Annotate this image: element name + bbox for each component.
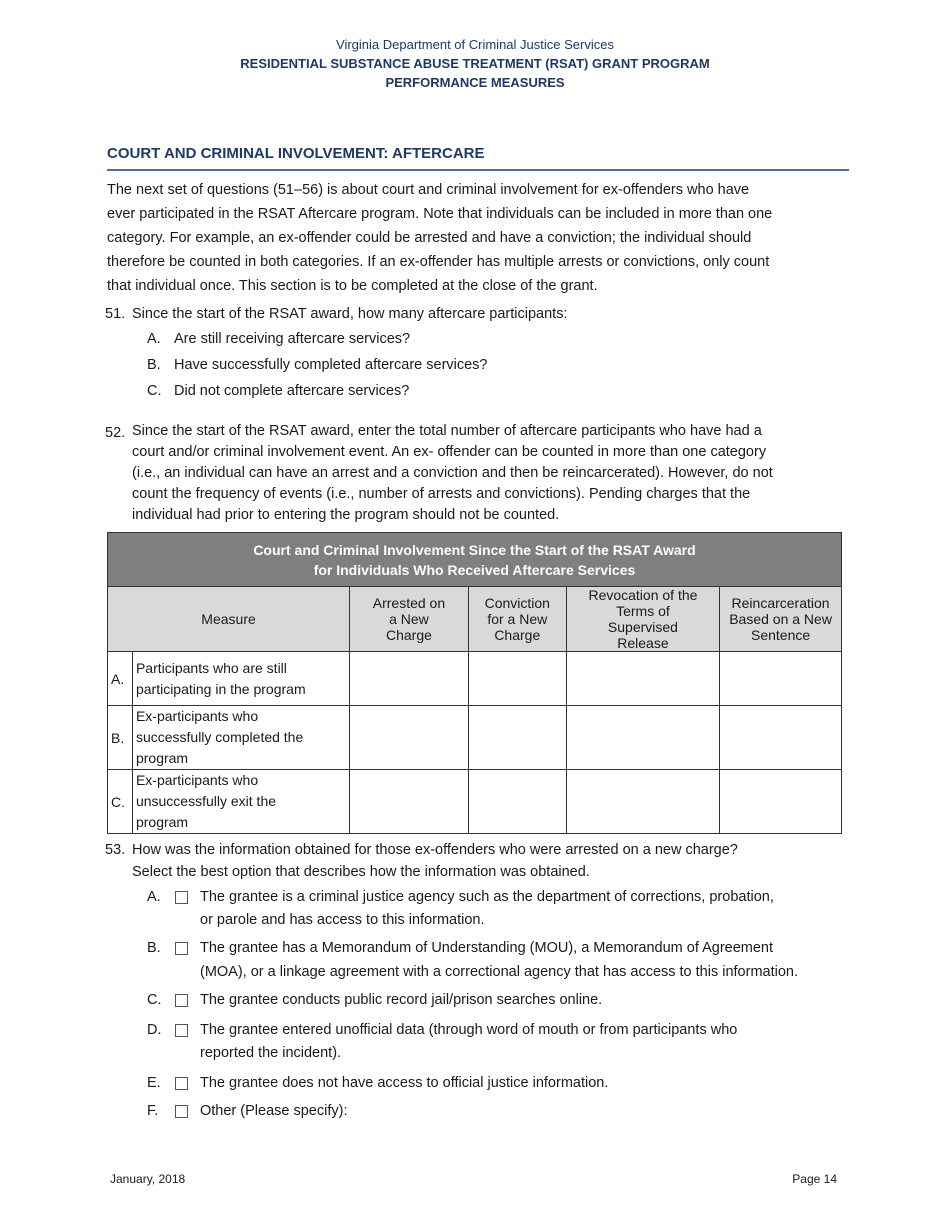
cell-arrested-input[interactable] — [350, 652, 469, 706]
cell-revocation-input[interactable] — [566, 770, 719, 834]
option-e[interactable] — [147, 1071, 609, 1095]
option-letter: D. — [147, 1022, 162, 1038]
option-text: The grantee does not have access to official justice information. — [200, 1075, 609, 1091]
cell-revocation-input[interactable] — [566, 652, 719, 706]
checkbox-icon[interactable] — [175, 1077, 188, 1090]
table-row — [108, 652, 842, 706]
checkbox-icon[interactable] — [175, 891, 188, 904]
q52-line: court and/or criminal involvement event. An ex- offender can be counted in more than one category — [132, 444, 767, 460]
col-header-conviction: Conviction for a New Charge — [468, 587, 566, 652]
intro-line: ever participated in the RSAT Aftercare program. Note that individuals can be included in more than one — [107, 206, 773, 222]
table-row — [108, 770, 842, 834]
q51-text: Since the start of the RSAT award, how many aftercare participants: — [132, 306, 568, 322]
intro-line: The next set of questions (51–56) is about court and criminal involvement for ex-offenders who have — [107, 182, 750, 198]
col-header-arrested: Arrested on a New Charge — [350, 587, 469, 652]
option-text-line2: reported the incident). — [200, 1045, 342, 1061]
option-letter: A. — [147, 889, 161, 905]
q52-number: 52. — [105, 425, 126, 441]
row-measure: Participants who are still participating in the program — [132, 652, 349, 706]
cell-arrested-input[interactable] — [350, 706, 469, 770]
intro-line: category. For example, an ex-offender could be arrested and have a conviction; the individual should — [107, 230, 752, 246]
option-text: The grantee entered unofficial data (through word of mouth or from participants who — [200, 1022, 738, 1038]
cell-reincarceration-input[interactable] — [720, 652, 842, 706]
option-f[interactable] — [147, 1099, 348, 1123]
option-d[interactable] — [147, 1018, 738, 1042]
q51-item-text: Are still receiving aftercare services? — [174, 331, 411, 347]
option-letter: E. — [147, 1075, 161, 1091]
option-letter: C. — [147, 992, 162, 1008]
intro-line: therefore be counted in both categories. If an ex-offender has multiple arrests or convictions, only count — [107, 254, 770, 270]
row-letter: C. — [108, 770, 133, 834]
table-title — [108, 533, 842, 587]
option-b[interactable] — [147, 936, 774, 960]
table-row — [108, 706, 842, 770]
table-title-line: for Individuals Who Received Aftercare Services — [313, 561, 636, 578]
footer-page-number: Page 14 — [792, 1172, 837, 1186]
table-header-row — [108, 587, 842, 652]
option-text-line2: or parole and has access to this information. — [200, 912, 485, 928]
option-text: The grantee has a Memorandum of Understanding (MOU), a Memorandum of Agreement — [200, 940, 774, 956]
intro-line: that individual once. This section is to be completed at the close of the grant. — [107, 278, 598, 294]
q52-line: individual had prior to entering the program should not be counted. — [132, 507, 560, 523]
involvement-table — [107, 532, 842, 834]
cell-reincarceration-input[interactable] — [720, 770, 842, 834]
q51-item-letter: B. — [147, 357, 161, 373]
col-header-measure: Measure — [108, 587, 350, 652]
intro-paragraph — [107, 178, 772, 298]
q51-item-text: Have successfully completed aftercare services? — [174, 357, 488, 373]
q51-number: 51. — [105, 306, 126, 322]
row-measure: Ex-participants who successfully completed the program — [132, 706, 349, 770]
header-program: RESIDENTIAL SUBSTANCE ABUSE TREATMENT (RSAT) GRANT PROGRAM — [240, 56, 710, 71]
option-text: The grantee conducts public record jail/prison searches online. — [200, 992, 603, 1008]
table-title-line: Court and Criminal Involvement Since the Start of the RSAT Award — [253, 541, 696, 558]
cell-revocation-input[interactable] — [566, 706, 719, 770]
row-letter: A. — [108, 652, 133, 706]
checkbox-icon[interactable] — [175, 994, 188, 1007]
q51-item-text: Did not complete aftercare services? — [174, 383, 410, 399]
option-c[interactable] — [147, 988, 603, 1012]
section-title: COURT AND CRIMINAL INVOLVEMENT: AFTERCARE — [107, 145, 485, 162]
option-text: Other (Please specify): — [200, 1103, 348, 1119]
option-text-line2: (MOA), or a linkage agreement with a correctional agency that has access to this information. — [200, 964, 799, 980]
q52-line: (i.e., an individual can have an arrest and a conviction and then be reincarcerated). However, do not — [132, 465, 773, 481]
q52-text — [132, 421, 773, 526]
option-letter: F. — [147, 1103, 159, 1119]
header-org: Virginia Department of Criminal Justice Services — [336, 37, 614, 52]
header-subtitle: PERFORMANCE MEASURES — [385, 75, 565, 90]
checkbox-icon[interactable] — [175, 1105, 188, 1118]
q51-item-letter: A. — [147, 331, 161, 347]
footer-date: January, 2018 — [110, 1172, 186, 1186]
cell-conviction-input[interactable] — [468, 652, 566, 706]
q51-item-letter: C. — [147, 383, 162, 399]
option-a[interactable] — [147, 885, 774, 909]
checkbox-icon[interactable] — [175, 1024, 188, 1037]
cell-arrested-input[interactable] — [350, 770, 469, 834]
row-measure: Ex-participants who unsuccessfully exit the program — [132, 770, 349, 834]
cell-reincarceration-input[interactable] — [720, 706, 842, 770]
cell-conviction-input[interactable] — [468, 770, 566, 834]
cell-conviction-input[interactable] — [468, 706, 566, 770]
checkbox-icon[interactable] — [175, 942, 188, 955]
section-divider — [107, 169, 849, 171]
option-text: The grantee is a criminal justice agency such as the department of corrections, probation, — [200, 889, 774, 905]
option-letter: B. — [147, 940, 161, 956]
col-header-reincarceration: Reincarceration Based on a New Sentence — [720, 587, 842, 652]
col-header-revocation: Revocation of the Terms of Supervised Release — [566, 587, 719, 652]
q52-line: Since the start of the RSAT award, enter the total number of aftercare participants who have had a — [132, 423, 762, 439]
q53-number: 53. — [105, 842, 126, 858]
q53-text-line2: Select the best option that describes how the information was obtained. — [132, 864, 590, 880]
q52-line: count the frequency of events (i.e., number of arrests and convictions). Pending charges that the — [132, 486, 751, 502]
row-letter: B. — [108, 706, 133, 770]
q53-text: How was the information obtained for those ex-offenders who were arrested on a new charge? — [132, 842, 738, 858]
